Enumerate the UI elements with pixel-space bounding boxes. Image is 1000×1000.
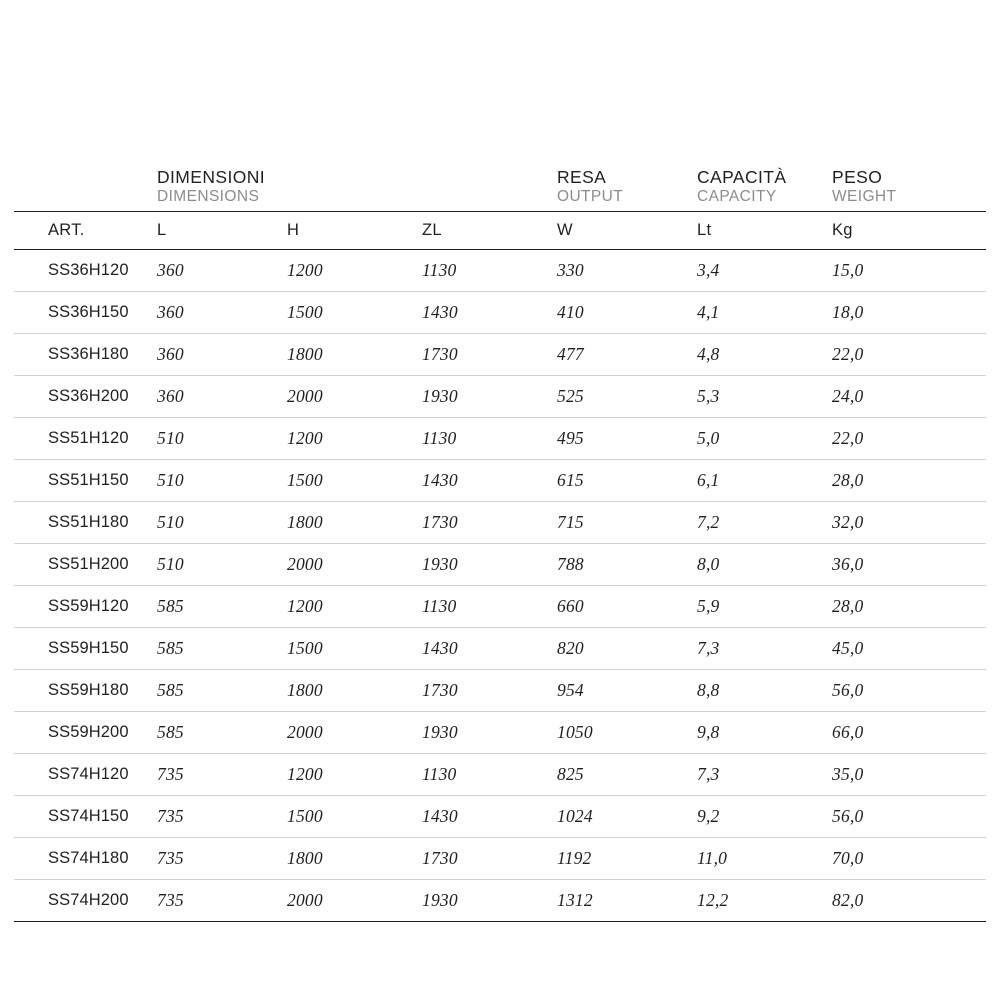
cell-kg: 22,0 — [832, 333, 986, 375]
cell-lt: 5,9 — [697, 585, 832, 627]
cell-kg: 35,0 — [832, 753, 986, 795]
cell-h: 2000 — [287, 375, 422, 417]
cell-art: SS59H200 — [14, 711, 157, 753]
table-row — [14, 627, 986, 669]
cell-kg: 28,0 — [832, 585, 986, 627]
cell-l: 360 — [157, 249, 287, 291]
cell-w: 525 — [557, 375, 697, 417]
cell-h: 1500 — [287, 627, 422, 669]
cell-l: 510 — [157, 501, 287, 543]
cell-w: 715 — [557, 501, 697, 543]
cell-lt: 5,3 — [697, 375, 832, 417]
cell-w: 1050 — [557, 711, 697, 753]
cell-l: 510 — [157, 543, 287, 585]
cell-h: 1200 — [287, 417, 422, 459]
cell-zl: 1930 — [422, 711, 557, 753]
table-row — [14, 459, 986, 501]
group-title-it: PESO — [832, 167, 883, 187]
cell-kg: 36,0 — [832, 543, 986, 585]
table-row — [14, 333, 986, 375]
cell-zl: 1430 — [422, 291, 557, 333]
cell-kg: 45,0 — [832, 627, 986, 669]
cell-lt: 5,0 — [697, 417, 832, 459]
cell-zl: 1430 — [422, 795, 557, 837]
cell-h: 1800 — [287, 669, 422, 711]
column-header-lt: Lt — [697, 211, 832, 249]
cell-l: 585 — [157, 627, 287, 669]
table-row — [14, 879, 986, 921]
cell-art: SS74H200 — [14, 879, 157, 921]
cell-art: SS51H200 — [14, 543, 157, 585]
cell-art: SS51H180 — [14, 501, 157, 543]
table-body — [14, 249, 986, 921]
cell-lt: 4,1 — [697, 291, 832, 333]
cell-l: 735 — [157, 837, 287, 879]
cell-zl: 1130 — [422, 417, 557, 459]
cell-l: 510 — [157, 417, 287, 459]
cell-kg: 56,0 — [832, 669, 986, 711]
cell-zl: 1430 — [422, 627, 557, 669]
cell-l: 360 — [157, 375, 287, 417]
cell-lt: 8,8 — [697, 669, 832, 711]
cell-art: SS74H180 — [14, 837, 157, 879]
cell-w: 820 — [557, 627, 697, 669]
group-title-it: CAPACITÀ — [697, 167, 787, 187]
cell-h: 2000 — [287, 879, 422, 921]
specifications-table — [14, 168, 986, 922]
cell-lt: 7,3 — [697, 627, 832, 669]
cell-w: 1024 — [557, 795, 697, 837]
cell-zl: 1730 — [422, 837, 557, 879]
group-header-resa — [557, 168, 697, 211]
table-unit-header-row — [14, 211, 986, 249]
table-row — [14, 375, 986, 417]
cell-art: SS74H150 — [14, 795, 157, 837]
cell-art: SS51H120 — [14, 417, 157, 459]
cell-h: 1500 — [287, 795, 422, 837]
cell-w: 477 — [557, 333, 697, 375]
cell-art: SS59H180 — [14, 669, 157, 711]
cell-kg: 56,0 — [832, 795, 986, 837]
cell-kg: 70,0 — [832, 837, 986, 879]
cell-h: 1800 — [287, 837, 422, 879]
cell-h: 1500 — [287, 459, 422, 501]
cell-l: 735 — [157, 795, 287, 837]
group-title-en: OUTPUT — [557, 187, 624, 205]
group-header-capacita — [697, 168, 832, 211]
cell-zl: 1130 — [422, 585, 557, 627]
cell-w: 330 — [557, 249, 697, 291]
table-group-header-row — [14, 168, 986, 211]
cell-lt: 4,8 — [697, 333, 832, 375]
cell-zl: 1430 — [422, 459, 557, 501]
column-header-l: L — [157, 211, 287, 249]
cell-h: 1800 — [287, 501, 422, 543]
column-header-w: W — [557, 211, 697, 249]
cell-l: 360 — [157, 333, 287, 375]
cell-art: SS51H150 — [14, 459, 157, 501]
column-header-art: ART. — [14, 211, 157, 249]
cell-art: SS36H150 — [14, 291, 157, 333]
cell-h: 1800 — [287, 333, 422, 375]
cell-kg: 82,0 — [832, 879, 986, 921]
cell-l: 585 — [157, 711, 287, 753]
cell-w: 1312 — [557, 879, 697, 921]
cell-l: 735 — [157, 753, 287, 795]
cell-art: SS59H120 — [14, 585, 157, 627]
column-header-h: H — [287, 211, 422, 249]
cell-art: SS36H200 — [14, 375, 157, 417]
cell-lt: 7,3 — [697, 753, 832, 795]
cell-h: 1200 — [287, 585, 422, 627]
cell-zl: 1730 — [422, 333, 557, 375]
group-title-it: DIMENSIONI — [157, 167, 266, 187]
cell-w: 1192 — [557, 837, 697, 879]
group-title-it: RESA — [557, 167, 607, 187]
cell-w: 495 — [557, 417, 697, 459]
cell-w: 660 — [557, 585, 697, 627]
cell-art: SS36H120 — [14, 249, 157, 291]
cell-art: SS36H180 — [14, 333, 157, 375]
cell-art: SS74H120 — [14, 753, 157, 795]
table-row — [14, 417, 986, 459]
cell-lt: 9,2 — [697, 795, 832, 837]
cell-kg: 18,0 — [832, 291, 986, 333]
cell-h: 1200 — [287, 249, 422, 291]
column-header-kg: Kg — [832, 211, 986, 249]
table-row — [14, 543, 986, 585]
table-row — [14, 711, 986, 753]
group-header-peso — [832, 168, 986, 211]
cell-l: 360 — [157, 291, 287, 333]
table-row — [14, 501, 986, 543]
table-row — [14, 837, 986, 879]
table-row — [14, 291, 986, 333]
cell-zl: 1930 — [422, 375, 557, 417]
cell-zl: 1730 — [422, 501, 557, 543]
cell-h: 2000 — [287, 711, 422, 753]
group-header-art-spacer — [14, 168, 157, 211]
cell-lt: 8,0 — [697, 543, 832, 585]
cell-kg: 66,0 — [832, 711, 986, 753]
cell-l: 585 — [157, 585, 287, 627]
cell-w: 825 — [557, 753, 697, 795]
cell-zl: 1130 — [422, 249, 557, 291]
cell-l: 585 — [157, 669, 287, 711]
table-row — [14, 585, 986, 627]
table-row — [14, 669, 986, 711]
cell-h: 1500 — [287, 291, 422, 333]
table-row — [14, 753, 986, 795]
cell-lt: 3,4 — [697, 249, 832, 291]
cell-w: 788 — [557, 543, 697, 585]
cell-zl: 1930 — [422, 879, 557, 921]
cell-lt: 7,2 — [697, 501, 832, 543]
cell-lt: 9,8 — [697, 711, 832, 753]
cell-kg: 24,0 — [832, 375, 986, 417]
cell-kg: 28,0 — [832, 459, 986, 501]
cell-w: 410 — [557, 291, 697, 333]
cell-zl: 1930 — [422, 543, 557, 585]
cell-w: 954 — [557, 669, 697, 711]
cell-kg: 22,0 — [832, 417, 986, 459]
group-title-en: WEIGHT — [832, 187, 897, 205]
cell-lt: 6,1 — [697, 459, 832, 501]
cell-art: SS59H150 — [14, 627, 157, 669]
cell-lt: 11,0 — [697, 837, 832, 879]
cell-l: 735 — [157, 879, 287, 921]
cell-w: 615 — [557, 459, 697, 501]
cell-l: 510 — [157, 459, 287, 501]
group-title-en: CAPACITY — [697, 187, 777, 205]
cell-h: 2000 — [287, 543, 422, 585]
cell-kg: 32,0 — [832, 501, 986, 543]
group-title-en: DIMENSIONS — [157, 187, 260, 205]
group-header-dimensioni — [157, 168, 557, 211]
table-row — [14, 795, 986, 837]
cell-kg: 15,0 — [832, 249, 986, 291]
cell-zl: 1130 — [422, 753, 557, 795]
column-header-zl: ZL — [422, 211, 557, 249]
table-row — [14, 249, 986, 291]
cell-zl: 1730 — [422, 669, 557, 711]
cell-lt: 12,2 — [697, 879, 832, 921]
cell-h: 1200 — [287, 753, 422, 795]
